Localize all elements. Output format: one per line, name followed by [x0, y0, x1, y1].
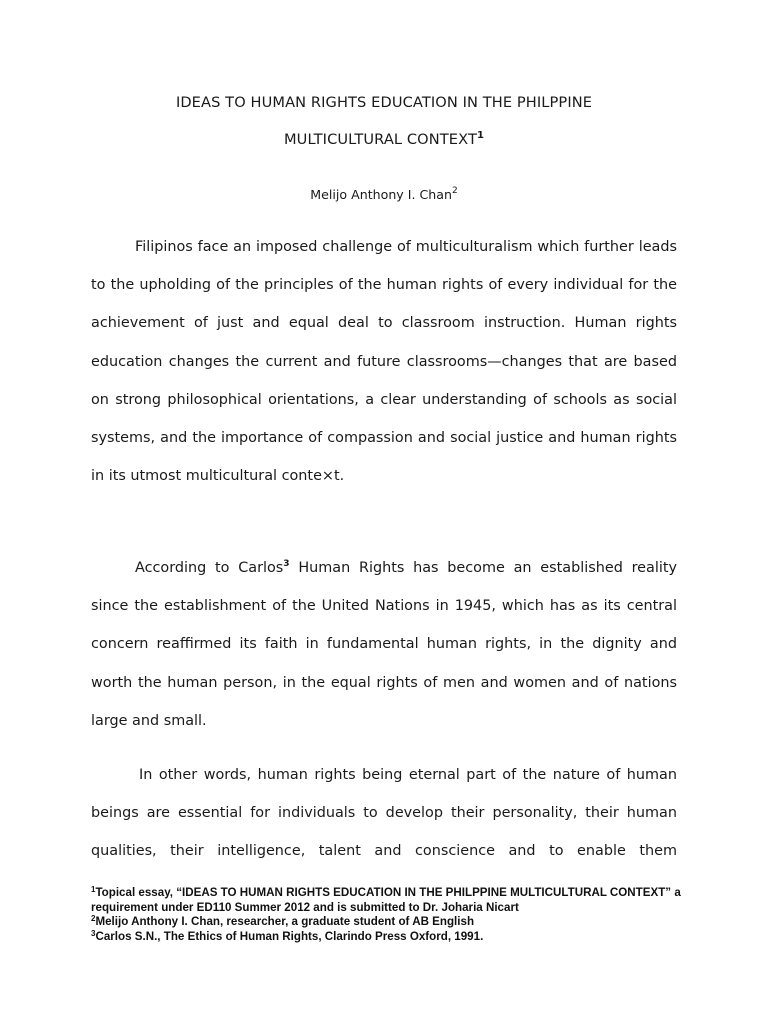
- title-text-2: MULTICULTURAL CONTEXT: [283, 131, 477, 148]
- title-footnote-mark: 1: [476, 130, 485, 141]
- footnote-1-text: Topical essay, “IDEAS TO HUMAN RIGHTS EDUCATION IN THE PHILPPINE MULTICULTURAL CONTEXT” a requirement under ED110 Summer 2012 and is submitted to Dr. Joharia Nicart: [91, 886, 681, 914]
- author-footnote-mark: 2: [451, 186, 458, 196]
- footnote-1: [91, 886, 691, 915]
- paragraph-2: [91, 549, 677, 740]
- footnote-3-mark: 3: [91, 928, 96, 938]
- footnote-2-mark: 2: [91, 914, 96, 924]
- title-line-2: [0, 131, 768, 148]
- footnote-2: [91, 915, 691, 930]
- footnote-2-text: Melijo Anthony I. Chan, researcher, a graduate student of AB English: [95, 915, 475, 929]
- paragraph-3: In other words, human rights being eternal part of the nature of human beings are essential for individuals to develop their personality, their human qualities, their intelligence, talent and conscience and to enable them: [91, 767, 677, 860]
- footnote-1-mark: 1: [91, 885, 96, 894]
- author-name: Melijo Anthony I. Chan: [310, 187, 452, 202]
- paragraph-2-footnote-mark: 3: [283, 559, 290, 569]
- paragraph-2-lead: According to Carlos: [135, 560, 284, 576]
- title-line-1: [0, 94, 768, 111]
- footnote-3: [91, 930, 691, 945]
- footnotes: [91, 886, 691, 944]
- author-line: [0, 187, 768, 202]
- paragraph-2-text: Human Rights has become an established reality since the establishment of the United Nations in 1945, which has as its central concern reaffirmed its faith in fundamental human rights, in the dignity and worth the human person, in the equal rights of men and women and of nations large and small.: [91, 560, 677, 729]
- paragraph-1: Filipinos face an imposed challenge of multiculturalism which further leads to the upholding of the principles of the human rights of every individual for the achievement of just and equal deal to classroom instruction. Human rights education changes the current and future classrooms—changes that are based on strong philosophical orientations, a clear understanding of schools as social systems, and the importance of compassion and social justice and human rights in its utmost multicultural conte×t.: [91, 239, 677, 485]
- footnote-3-text: Carlos S.N., The Ethics of Human Rights, Clarindo Press Oxford, 1991.: [95, 929, 484, 943]
- title-text-1: IDEAS TO HUMAN RIGHTS EDUCATION IN THE PHILPPINE: [175, 94, 593, 111]
